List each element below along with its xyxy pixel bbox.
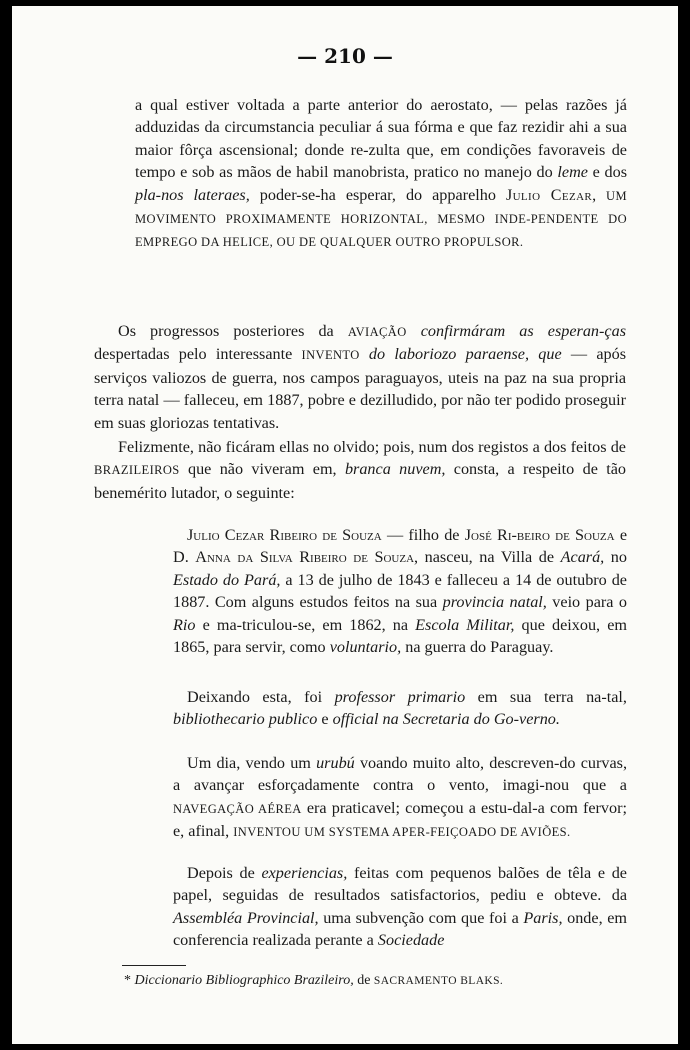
- paragraph-aerostat: a qual estiver voltada a parte anterior do aerostato, — pelas razões já adduzidas da circumstancia peculiar á sua fórma e que faz rezidir ahi a sua maior fôrça ascensional; donde re-zulta que, em condições favoraveis de tempo e sob as mãos de habil manobrista, pratico no manejo do leme e dos pla-nos lateraes, poder-se-ha esperar, do apparelho Julio Cezar, UM MOVIMENTO PROXIMAMENTE HORIZONTAL, MESMO INDE-PENDENTE DO EMPREGO DA HELICE, OU DE QUALQUER OUTRO PROPULSOR.: [135, 96, 627, 250]
- paragraph-progress: Os progressos posteriores da AVIAÇÃO confirmáram as esperan-ças despertadas pelo interessante INVENTO do laboriozo paraense, que — após serviços valiozos de guerra, nos campos paraguayos, uteis na paz na sua propria terra natal — falleceu, em 1887, pobre e dezilludido, por não ter podido proseguir em suas gloriozas tentativas.: [94, 322, 627, 432]
- quote-paragraph-experiments: Depois de experiencias, feitas com pequenos balões de têla e de papel, seguidas de resultados satisfactorios, pediu e obteve. da Assembléa Provincial, uma subvenção com que foi a Paris, onde, em conferencia realizada perante a Sociedade: [173, 864, 627, 950]
- footnote: * Diccionario Bibliographico Brazileiro, de SACRAMENTO BLAKS.: [124, 973, 504, 988]
- quote-paragraph-urubu: Um dia, vendo um urubú voando muito alto, descreven-do curvas, a avançar esforçadamente contra o vento, imagi-nou que a NAVEGAÇÃO AÉREA era praticavel; começou a estu-dal-a com fervor; e, afinal, INVENTOU UM SYSTEMA APER-FEIÇOADO DE AVIÕES.: [173, 754, 627, 841]
- paragraph-registry: Felizmente, não ficáram ellas no olvido; pois, num dos registos a dos feitos de BRAZILEIROS que não viveram em, branca nuvem, consta, a respeito de tão benemérito lutador, o seguinte:: [94, 438, 626, 502]
- footnote-divider: [122, 965, 186, 966]
- quote-paragraph-career: Deixando esta, foi professor primario em sua terra na-tal, bibliothecario publico e official na Secretaria do Go-verno.: [173, 688, 627, 729]
- book-page: [12, 6, 678, 1044]
- quote-paragraph-biography: Julio Cezar Ribeiro de Souza — filho de José Ri-beiro de Souza e D. Anna da Silva Ribeiro de Souza, nasceu, na Villa de Acará, no Estado do Pará, a 13 de julho de 1843 e falleceu a 14 de outubro de 1887. Com alguns estudos feitos na sua provincia natal, veio para o Rio e ma-triculou-se, em 1862, na Escola Militar, que deixou, em 1865, para servir, como voluntario, na guerra do Paraguay.: [173, 526, 627, 657]
- page-number: — 210 —: [297, 44, 393, 68]
